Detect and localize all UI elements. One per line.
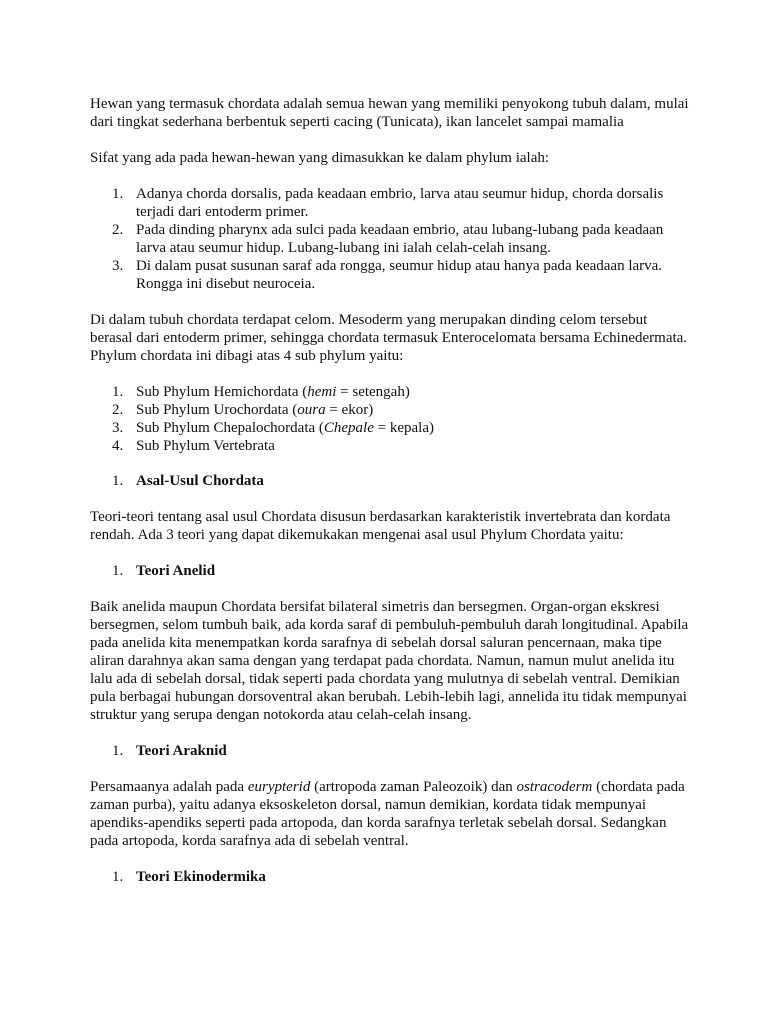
list-number: 1.	[112, 186, 124, 202]
subphylum-list	[90, 383, 690, 455]
list-text-italic: Chepale	[323, 420, 374, 436]
section-heading-list	[90, 472, 690, 490]
list-text-suffix: = kepala)	[373, 420, 434, 436]
section-heading-asal	[90, 472, 690, 490]
list-text-prefix: Sub Phylum Vertebrata	[136, 438, 275, 454]
intro-paragraph: Hewan yang termasuk chordata adalah semua hewan yang memiliki penyokong tubuh dalam, mulai dari tingkat sederhana berbentuk seperti cacing (Tunicata), ikan lancelet sampai mamalia	[90, 96, 689, 130]
heading-title: Asal-Usul Chordata	[136, 473, 264, 489]
araknid-text-a: Persamaanya adalah pada	[90, 779, 248, 795]
list-number: 3.	[112, 420, 124, 436]
section-heading-araknid	[90, 742, 690, 760]
heading-number: 1.	[112, 473, 124, 489]
list-number: 4.	[112, 438, 124, 454]
section-heading-ekinodermika	[90, 868, 690, 886]
section-heading-list	[90, 868, 690, 886]
heading-title: Teori Anelid	[136, 563, 216, 579]
list-item	[90, 419, 690, 437]
araknid-paragraph	[90, 778, 690, 850]
list-text-suffix: = setengah)	[336, 384, 410, 400]
list-number: 3.	[112, 258, 124, 274]
list-text-italic: hemi	[307, 384, 337, 400]
celom-paragraph: Di dalam tubuh chordata terdapat celom. Mesoderm yang merupakan dinding celom tersebut berasal dari entoderm primer, sehingga chordata termasuk Enterocelomata bersama Echinedermata. Phylum chordata ini dibagi atas 4 sub phylum yaitu:	[90, 312, 688, 364]
heading-title: Teori Araknid	[136, 743, 227, 759]
list-number: 2.	[112, 222, 124, 238]
heading-number: 1.	[112, 563, 124, 579]
list-item	[90, 383, 690, 401]
list-number: 1.	[112, 384, 124, 400]
asal-paragraph: Teori-teori tentang asal usul Chordata disusun berdasarkan karakteristik invertebrata dan kordata rendah. Ada 3 teori yang dapat dikemukakan mengenai asal usul Phylum Chordata yaitu:	[90, 509, 671, 543]
list-text-prefix: Sub Phylum Urochordata (	[136, 402, 298, 418]
araknid-text-c: (chordata pada zaman purba), yaitu adanya eksoskeleton dorsal, namun demikian, kordata tidak mempunyai apendiks-apendiks seperti pada artopoda, dan korda sarafnya terletak sebelah dorsal. Sedangkan pada artopoda, korda sarafnya ada di sebelah ventral.	[90, 779, 685, 849]
araknid-italic-a: eurypterid	[247, 779, 311, 795]
list-text: Adanya chorda dorsalis, pada keadaan embrio, larva atau seumur hidup, chorda dorsalis terjadi dari entoderm primer.	[136, 186, 664, 220]
section-heading-anelid	[90, 562, 690, 580]
list-text-italic: oura	[297, 402, 326, 418]
heading-number: 1.	[112, 869, 124, 885]
sifat-list	[90, 185, 690, 293]
section-heading-list	[90, 742, 690, 760]
list-item	[90, 257, 690, 293]
list-text: Pada dinding pharynx ada sulci pada keadaan embrio, atau lubang-lubang pada keadaan larva atau seumur hidup. Lubang-lubang ini ialah celah-celah insang.	[136, 222, 664, 256]
list-text: Di dalam pusat susunan saraf ada rongga, seumur hidup atau hanya pada keadaan larva. Rongga ini disebut neuroceia.	[136, 258, 663, 292]
heading-number: 1.	[112, 743, 124, 759]
list-item	[90, 401, 690, 419]
list-text-prefix: Sub Phylum Chepalochordata (	[136, 420, 324, 436]
list-item	[90, 185, 690, 221]
araknid-text-b: (artropoda zaman Paleozoik) dan	[310, 779, 517, 795]
anelid-paragraph: Baik anelida maupun Chordata bersifat bilateral simetris dan bersegmen. Organ-organ ekskresi bersegmen, selom tumbuh baik, ada korda saraf di pembuluh-pembuluh darah longitudinal. Apabila pada anelida kita menempatkan korda sarafnya di sebelah dorsal saluran pencernaan, maka tipe aliran darahnya akan sama dengan yang terdapat pada chordata. Namun, namun mulut anelida itu lalu ada di sebelah dorsal, tidak seperti pada chordata yang mulutnya di sebelah ventral. Demikian pula berbagai hubungan dorsoventral akan berubah. Lebih-lebih lagi, annelida itu tidak mempunyai struktur yang serupa dengan notokorda atau celah-celah insang.	[90, 599, 689, 723]
section-heading-list	[90, 562, 690, 580]
list-number: 2.	[112, 402, 124, 418]
list-item	[90, 221, 690, 257]
list-text-prefix: Sub Phylum Hemichordata (	[136, 384, 308, 400]
list-text-suffix: = ekor)	[325, 402, 374, 418]
list-item	[90, 437, 690, 455]
sifat-intro-paragraph: Sifat yang ada pada hewan-hewan yang dimasukkan ke dalam phylum ialah:	[90, 150, 550, 166]
araknid-italic-b: ostracoderm	[516, 779, 593, 795]
document-page	[90, 95, 690, 886]
heading-title: Teori Ekinodermika	[136, 869, 266, 885]
